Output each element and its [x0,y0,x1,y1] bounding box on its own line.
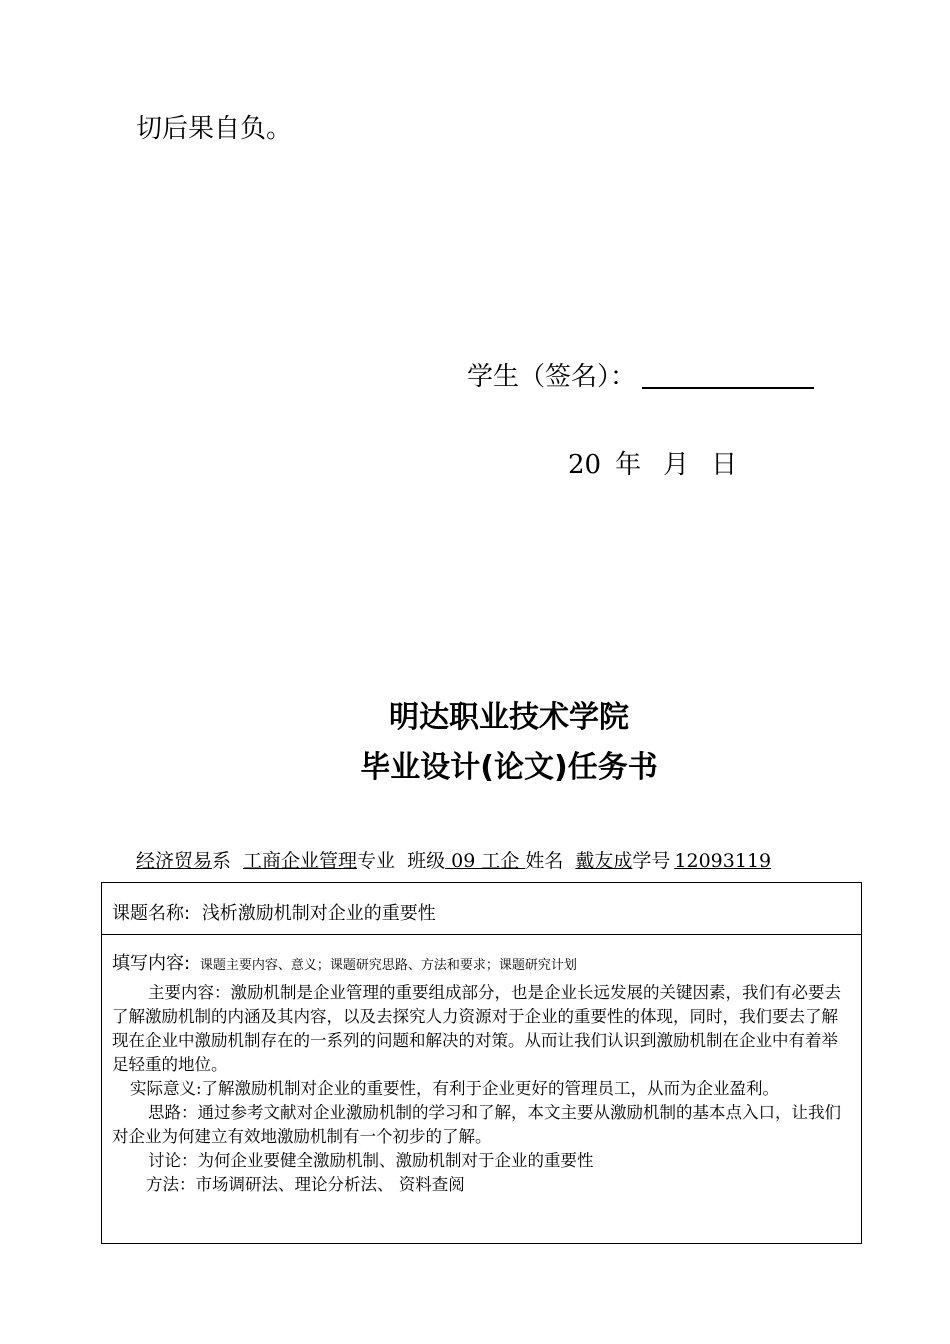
content-header [112,949,853,975]
date-line [568,444,759,481]
date-month-label: 月 [663,450,690,480]
paragraph-significance: 实际意义:了解激励机制对企业的重要性，有利于企业更好的管理员工，从而为企业盈利。 [130,1079,780,1098]
paragraph-discussion: 讨论：为何企业要健全激励机制、激励机制对于企业的重要性 [148,1151,594,1170]
student-signature [467,356,814,393]
signature-line [642,361,814,389]
task-table [101,882,862,1244]
topic-row [102,883,861,935]
date-day-label: 日 [711,450,738,480]
topic-value: 浅析激励机制对企业的重要性 [201,903,436,924]
department-value: 经济贸易 [136,850,213,872]
paragraph-methods: 方法：市场调研法、理论分析法、 资料查阅 [146,1175,465,1194]
student-info-line [136,846,771,873]
id-label: 学号 [632,850,671,872]
id-value: 12093119 [674,850,772,872]
name-label: 姓名 [525,850,564,872]
major-value: 工商企业管理 [243,850,358,872]
name-value: 戴友成 [575,850,633,872]
major-suffix: 专业 [357,850,396,872]
document-title: 毕业设计(论文)任务书 [360,750,658,785]
content-label: 填写内容: [112,953,191,974]
department-suffix: 系 [212,850,232,872]
class-label: 班级 [407,850,446,872]
signature-label: 学生（签名）： [467,362,637,392]
date-year-label: 年 [615,450,642,480]
continuation-text: 切后果自负。 [136,114,293,144]
content-hint: 课题主要内容、意义；课题研究思路、方法和要求；课题研究计划 [199,958,577,973]
topic-label: 课题名称: [112,903,191,924]
paragraph-main-content: 主要内容：激励机制是企业管理的重要组成部分，也是企业长远发展的关键因素，我们有必要去了解激励机制的内涵及其内容，以及去探究人力资源对于企业的重要性的体现，同时，我们要去了解现在企业中激励机制存在的一系列的问题和解决的对策。从而让我们认识到激励机制在企业中有着举足轻重的地位。 [112,983,841,1074]
paragraph-approach: 思路：通过参考文献对企业激励机制的学习和了解，本文主要从激励机制的基本点入口，让我们对企业为何建立有效地激励机制有一个初步的了解。 [112,1103,841,1146]
class-value: 09 工企 [445,850,526,872]
college-name: 明达职业技术学院 [389,700,629,735]
content-row [102,935,861,1197]
date-year: 20 [568,450,602,480]
